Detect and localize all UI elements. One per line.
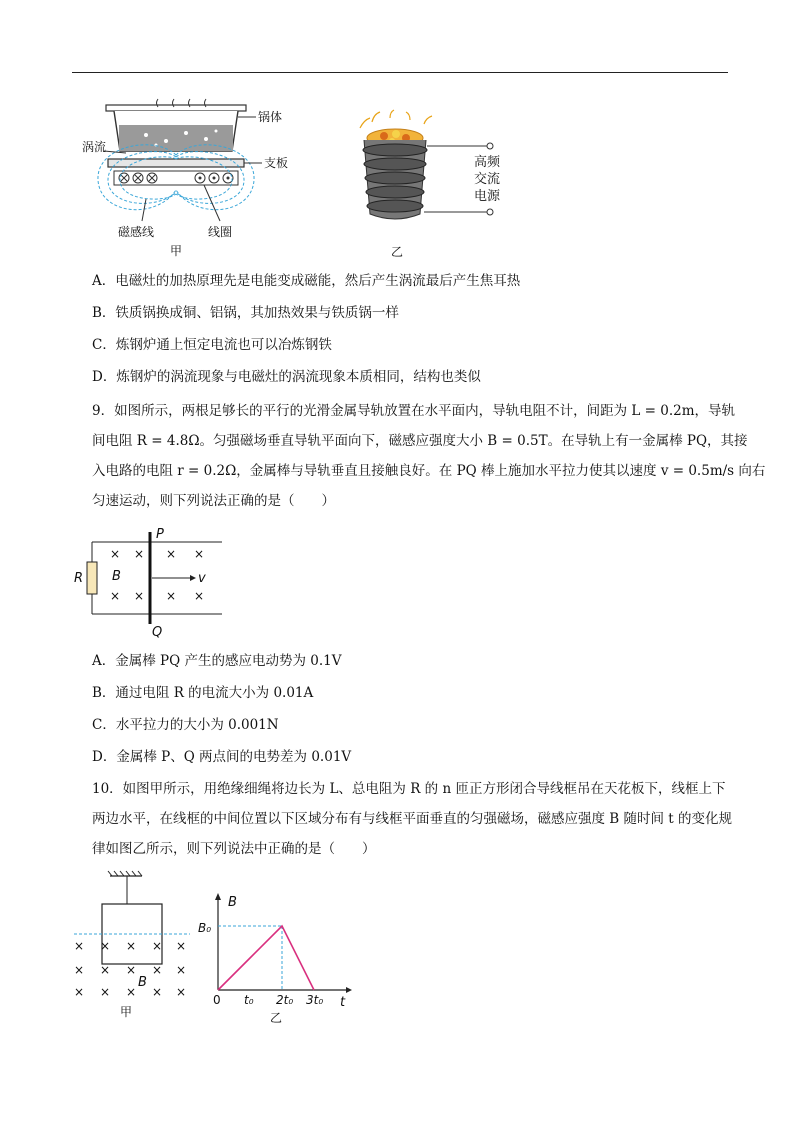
cross-mark: ×	[176, 939, 187, 953]
cross-mark: ×	[126, 985, 137, 999]
cross-mark: ×	[110, 589, 121, 603]
q9-line-3: 入电路的电阻 r = 0.2Ω，金属棒与导轨垂直且接触良好。在 PQ 棒上施加水平拉力使其以速度 v = 0.5m/s 向右	[92, 463, 766, 479]
cross-mark: ×	[152, 963, 163, 977]
q9-line-1: 9．如图所示，两根足够长的平行的光滑金属导轨放置在水平面内，导轨电阻不计，间距为 L = 0.2m，导轨	[92, 403, 736, 419]
cross-mark: ×	[100, 963, 111, 977]
y-tick-b0: B₀	[198, 921, 212, 935]
cross-mark: ×	[194, 589, 205, 603]
label-coil: 线圈	[208, 225, 233, 239]
label-p: P	[156, 527, 164, 542]
cross-mark: ×	[134, 589, 145, 603]
q8-option-a: A．电磁灶的加热原理先是电能变成磁能，然后产生涡流最后产生焦耳热	[92, 273, 521, 289]
q9-option-c: C．水平拉力的大小为 0.001N	[92, 717, 279, 733]
cross-mark: ×	[74, 985, 85, 999]
label-power-source: 电源	[474, 189, 501, 204]
label-ac: 交流	[474, 172, 501, 187]
q10-stem	[92, 774, 732, 864]
label-high-frequency: 高频	[474, 155, 501, 170]
q9-stem	[92, 396, 766, 516]
x-tick-2t0: 2t₀	[276, 993, 294, 1007]
cross-mark: ×	[100, 985, 111, 999]
q8-option-c: C．炼钢炉通上恒定电流也可以冶炼钢铁	[92, 337, 332, 353]
cross-mark: ×	[134, 547, 145, 561]
furnace-figure	[350, 110, 530, 260]
induction-cooker-figure	[82, 95, 306, 263]
caption-jia: 甲	[170, 244, 183, 258]
cross-mark: ×	[166, 589, 177, 603]
cross-mark: ×	[126, 963, 137, 977]
caption-yi: 乙	[391, 245, 404, 259]
label-q: Q	[152, 625, 163, 640]
caption-yi-q10: 乙	[270, 1011, 283, 1025]
q9-rail-figure	[72, 528, 242, 638]
label-r: R	[74, 571, 84, 586]
q10-frame-figure	[72, 870, 202, 1030]
cross-mark: ×	[74, 963, 85, 977]
cross-mark: ×	[74, 939, 85, 953]
q9-option-b: B．通过电阻 R 的电流大小为 0.01A	[92, 685, 314, 701]
q8-option-d: D．炼钢炉的涡流现象与电磁灶的涡流现象本质相同，结构也类似	[92, 369, 481, 385]
label-b: B	[112, 569, 121, 584]
label-pot: 锅体	[258, 110, 283, 124]
q10-line-2: 两边水平，在线框的中间位置以下区域分布有与线框平面垂直的匀强磁场，磁感应强度 B 随时间 t 的变化规	[92, 811, 733, 827]
label-eddy: 涡流	[82, 140, 107, 154]
origin-label: 0	[213, 993, 221, 1007]
cross-mark: ×	[194, 547, 205, 561]
cross-mark: ×	[176, 985, 187, 999]
q9-option-a: A．金属棒 PQ 产生的感应电动势为 0.1V	[92, 653, 342, 669]
x-axis-label: t	[340, 995, 346, 1010]
cross-mark: ×	[126, 939, 137, 953]
label-field-lines: 磁感线	[118, 225, 155, 239]
x-tick-t0: t₀	[244, 993, 254, 1007]
series-line	[218, 926, 314, 990]
cross-mark: ×	[110, 547, 121, 561]
q10-line-3: 律如图乙所示，则下列说法中正确的是（ ）	[92, 841, 376, 857]
q10-line-1: 10．如图甲所示，用绝缘细绳将边长为 L、总电阻为 R 的 n 匝正方形闭合导线框吊在天花板下，线框上下	[92, 781, 726, 797]
label-plate: 支板	[264, 156, 289, 170]
q9-line-4: 匀速运动，则下列说法正确的是（ ）	[92, 493, 335, 509]
cross-mark: ×	[100, 939, 111, 953]
label-v: v	[198, 571, 206, 586]
cross-mark: ×	[152, 985, 163, 999]
cross-mark: ×	[152, 939, 163, 953]
cross-mark: ×	[166, 547, 177, 561]
caption-jia-q10: 甲	[120, 1005, 133, 1019]
header-rule	[72, 72, 728, 73]
q8-option-b: B．铁质锅换成铜、铝锅，其加热效果与铁质锅一样	[92, 305, 399, 321]
cross-mark: ×	[176, 963, 187, 977]
x-tick-3t0: 3t₀	[306, 993, 324, 1007]
y-axis-label: B	[228, 895, 237, 910]
q9-option-d: D．金属棒 P、Q 两点间的电势差为 0.01V	[92, 749, 352, 765]
q10-bt-graph	[196, 890, 356, 1030]
q9-line-2: 间电阻 R = 4.8Ω。匀强磁场垂直导轨平面向下，磁感应强度大小 B = 0.5T。在导轨上有一金属棒 PQ，其接	[92, 433, 748, 449]
label-b-field: B	[138, 975, 147, 990]
